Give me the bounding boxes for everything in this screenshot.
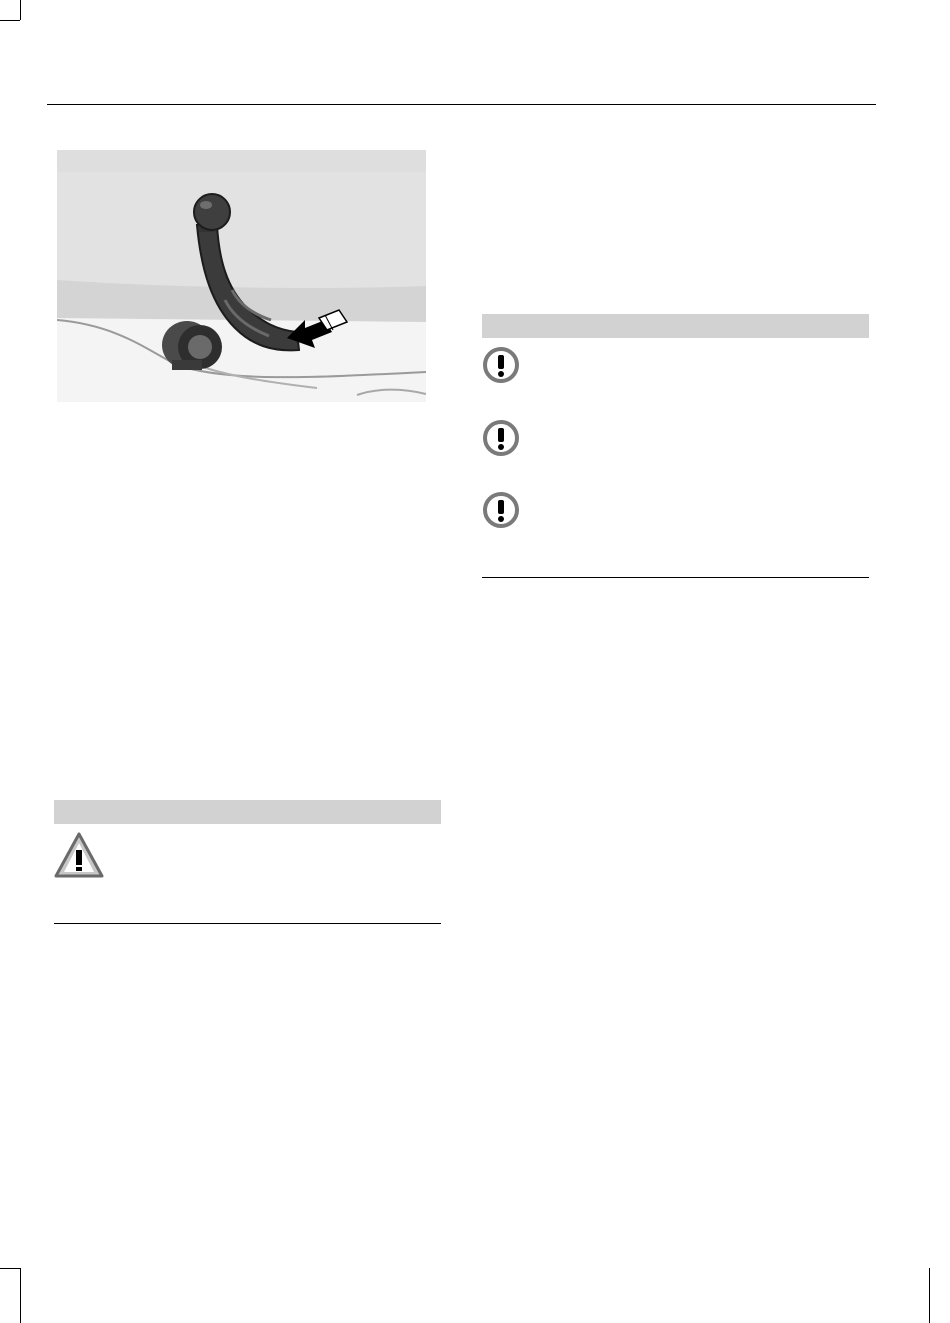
warning-section-end-rule (54, 923, 441, 924)
crop-mark-top-left-vertical (20, 0, 21, 20)
crop-mark-bottom-right-vertical (929, 1268, 930, 1323)
notice-icon (482, 346, 520, 384)
crop-mark-bottom-left-vertical (20, 1268, 21, 1323)
notice-icon (482, 419, 520, 457)
crop-mark-bottom-left-horizontal (0, 1268, 20, 1269)
notice-section-bar (482, 314, 869, 338)
warning-section-bar (54, 800, 441, 824)
crop-mark-top-left-horizontal (0, 20, 20, 21)
notice-section-end-rule (482, 577, 869, 578)
header-rule (47, 104, 876, 105)
notice-icon (482, 491, 520, 529)
tow-ball-illustration (57, 150, 426, 402)
warning-triangle-icon (54, 832, 104, 878)
